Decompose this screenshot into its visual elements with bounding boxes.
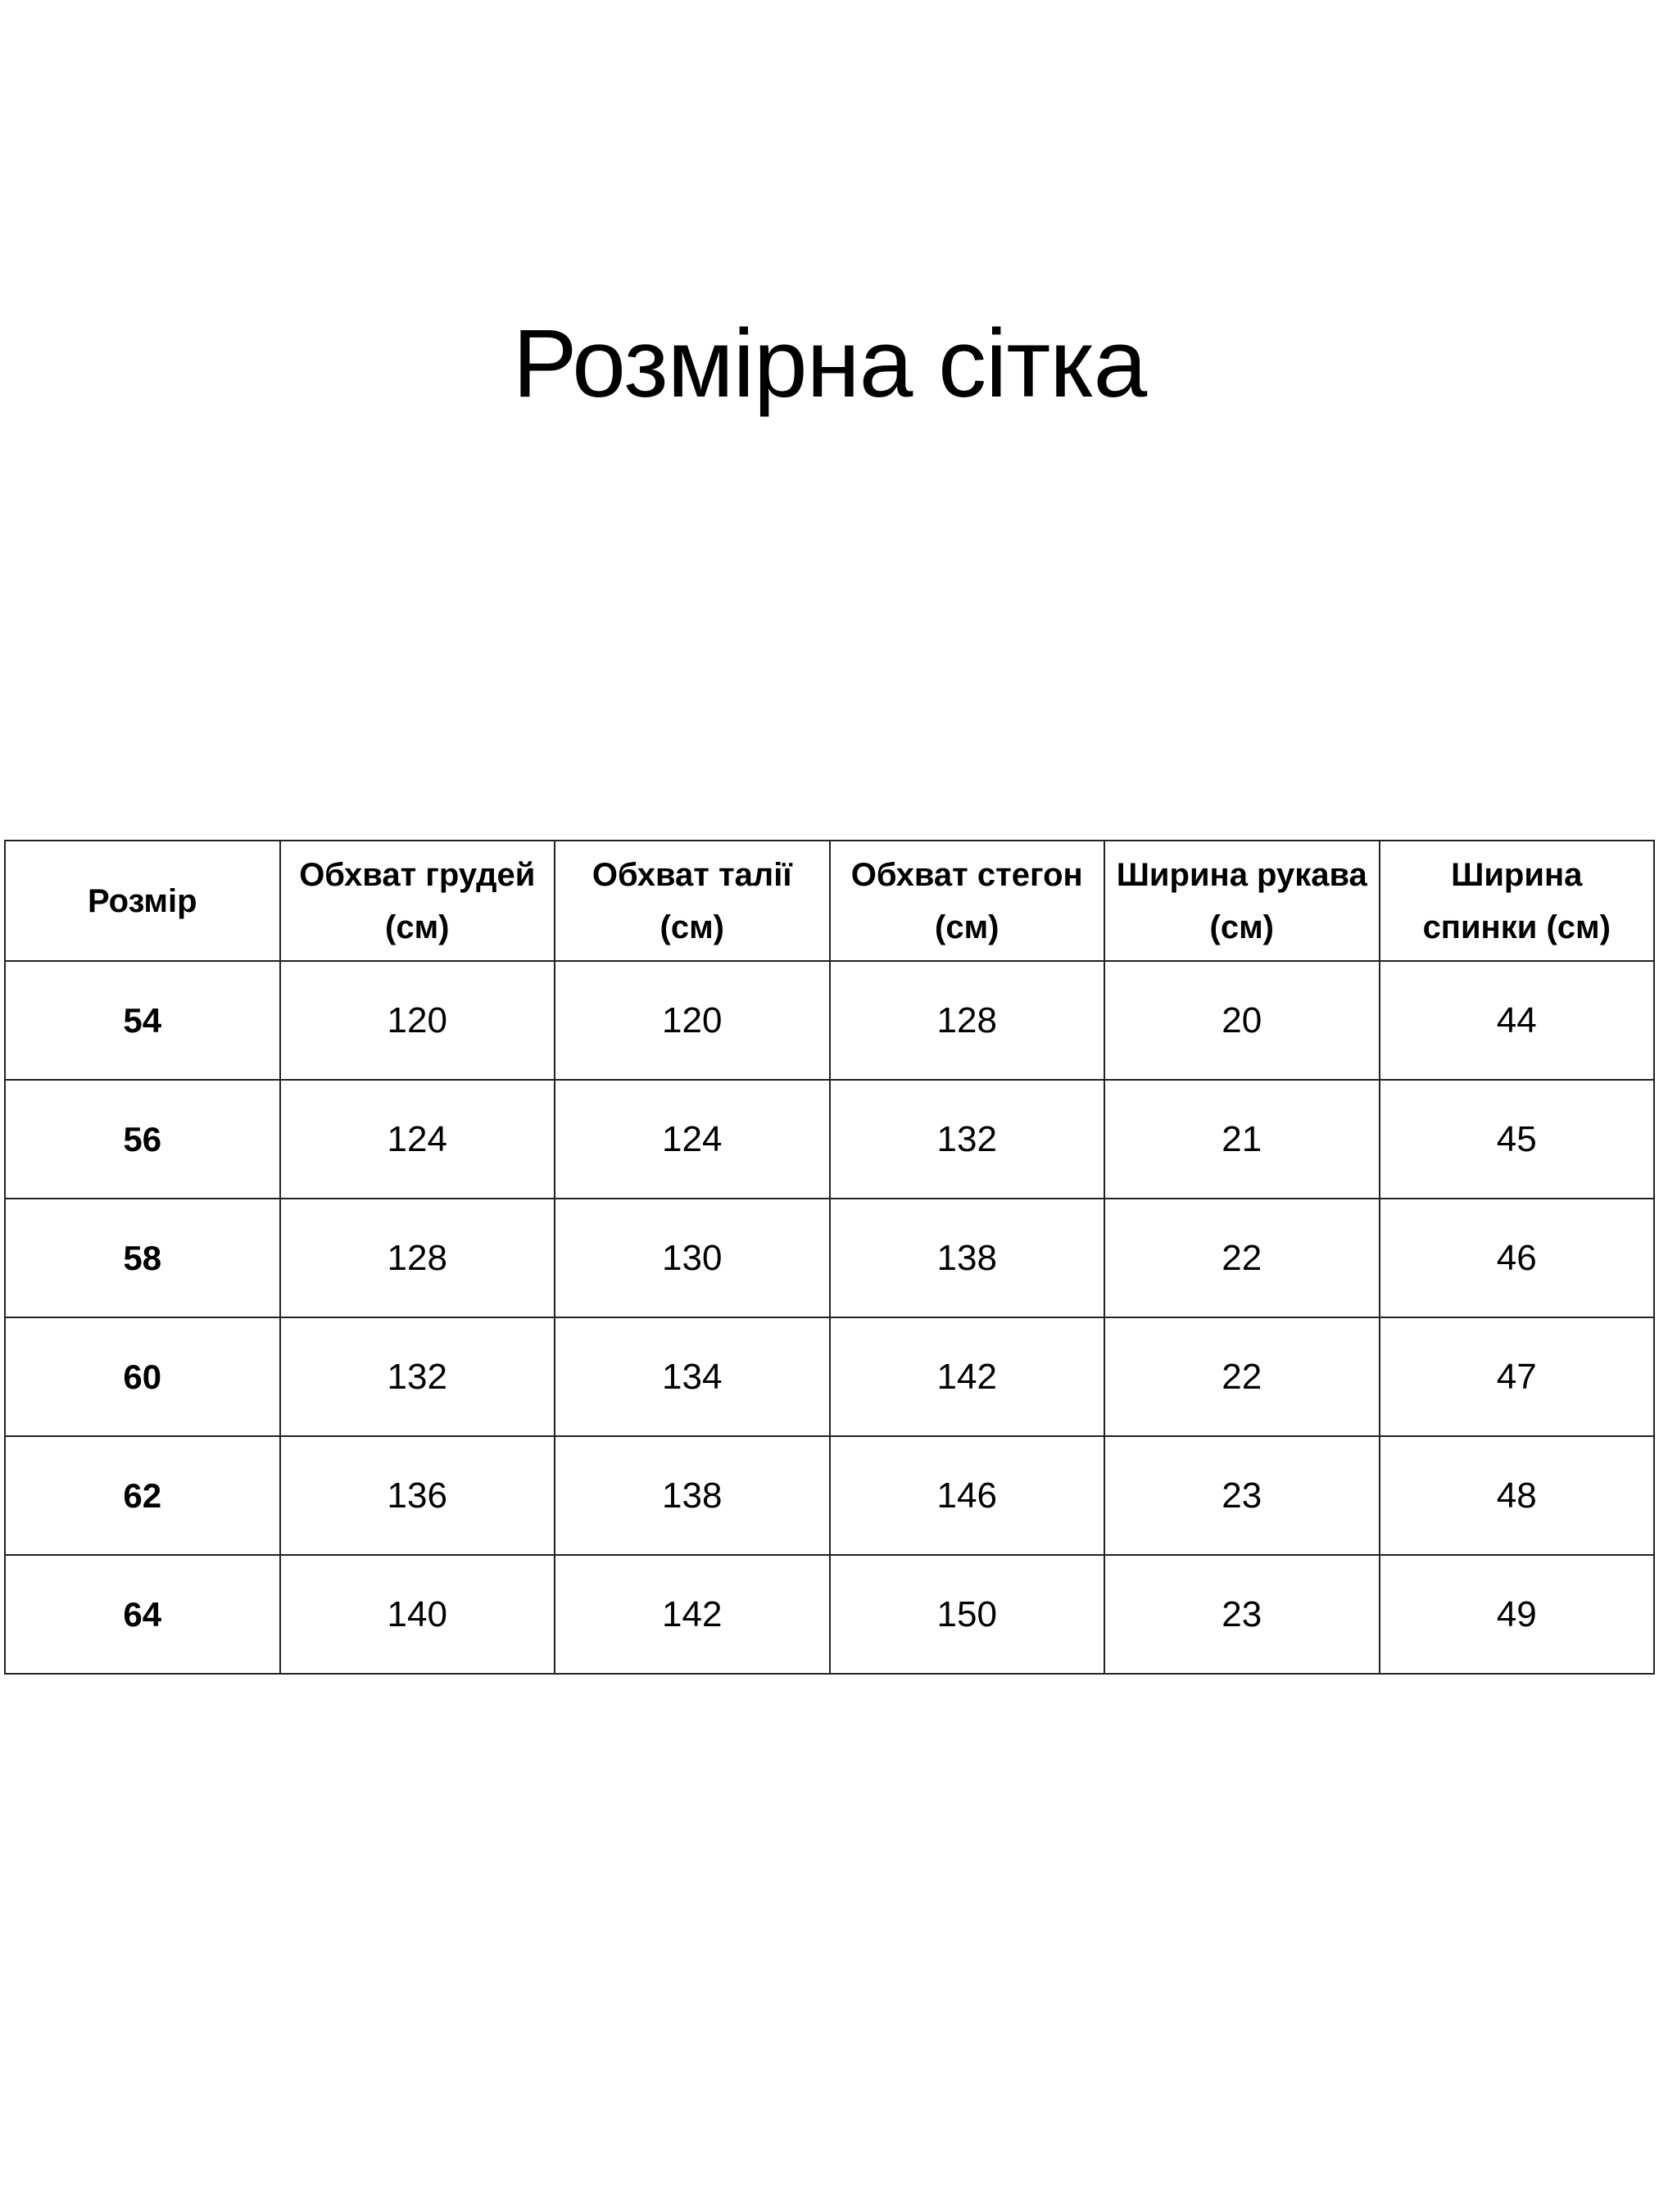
- column-header-hips: [830, 841, 1105, 961]
- back-width-cell: 46: [1380, 1199, 1655, 1317]
- waist-cell: 142: [555, 1555, 830, 1674]
- back-width-cell: 49: [1380, 1555, 1655, 1674]
- column-header-waist: [555, 841, 830, 961]
- hips-cell: 146: [830, 1436, 1105, 1555]
- back-width-cell: 47: [1380, 1317, 1655, 1436]
- column-header-back-width-label: Ширина: [1451, 856, 1583, 893]
- table-header: [5, 841, 1654, 961]
- column-header-chest: [280, 841, 555, 961]
- hips-cell: 128: [830, 961, 1105, 1080]
- column-header-chest-label: Обхват грудей: [299, 856, 536, 893]
- chest-cell: 124: [280, 1080, 555, 1199]
- chest-cell: 140: [280, 1555, 555, 1674]
- column-header-sleeve: [1104, 841, 1380, 961]
- size-cell: 64: [5, 1555, 280, 1674]
- hips-cell: 142: [830, 1317, 1105, 1436]
- back-width-cell: 45: [1380, 1080, 1655, 1199]
- waist-cell: 138: [555, 1436, 830, 1555]
- table-row: [5, 961, 1654, 1080]
- sleeve-cell: 23: [1104, 1436, 1380, 1555]
- header-row: [5, 841, 1654, 961]
- column-header-chest-unit: (см): [385, 909, 450, 945]
- waist-cell: 120: [555, 961, 830, 1080]
- table-row: [5, 1436, 1654, 1555]
- sleeve-cell: 23: [1104, 1555, 1380, 1674]
- size-cell: 56: [5, 1080, 280, 1199]
- column-header-back-width: [1380, 841, 1655, 961]
- chest-cell: 132: [280, 1317, 555, 1436]
- sleeve-cell: 20: [1104, 961, 1380, 1080]
- waist-cell: 130: [555, 1199, 830, 1317]
- column-header-size: [5, 841, 280, 961]
- table-row: [5, 1555, 1654, 1674]
- size-cell: 58: [5, 1199, 280, 1317]
- size-cell: 60: [5, 1317, 280, 1436]
- size-table: [4, 840, 1655, 1675]
- column-header-sleeve-unit: (см): [1209, 909, 1274, 945]
- column-header-sleeve-label: Ширина рукава: [1116, 856, 1367, 893]
- table-row: [5, 1199, 1654, 1317]
- hips-cell: 132: [830, 1080, 1105, 1199]
- column-header-back-width-unit: спинки (см): [1422, 909, 1611, 945]
- size-cell: 62: [5, 1436, 280, 1555]
- page-title: Розмірна сітка: [512, 310, 1147, 418]
- hips-cell: 138: [830, 1199, 1105, 1317]
- table-row: [5, 1317, 1654, 1436]
- hips-cell: 150: [830, 1555, 1105, 1674]
- column-header-hips-label: Обхват стегон: [850, 856, 1083, 893]
- waist-cell: 124: [555, 1080, 830, 1199]
- sleeve-cell: 22: [1104, 1317, 1380, 1436]
- column-header-hips-unit: (см): [935, 909, 999, 945]
- back-width-cell: 44: [1380, 961, 1655, 1080]
- sleeve-cell: 21: [1104, 1080, 1380, 1199]
- size-cell: 54: [5, 961, 280, 1080]
- chest-cell: 128: [280, 1199, 555, 1317]
- table-row: [5, 1080, 1654, 1199]
- chest-cell: 120: [280, 961, 555, 1080]
- column-header-waist-unit: (см): [660, 909, 724, 945]
- column-header-waist-label: Обхват талії: [592, 856, 792, 893]
- waist-cell: 134: [555, 1317, 830, 1436]
- column-header-size-label: Розмір: [87, 882, 197, 919]
- table-body: [5, 961, 1654, 1674]
- chest-cell: 136: [280, 1436, 555, 1555]
- sleeve-cell: 22: [1104, 1199, 1380, 1317]
- back-width-cell: 48: [1380, 1436, 1655, 1555]
